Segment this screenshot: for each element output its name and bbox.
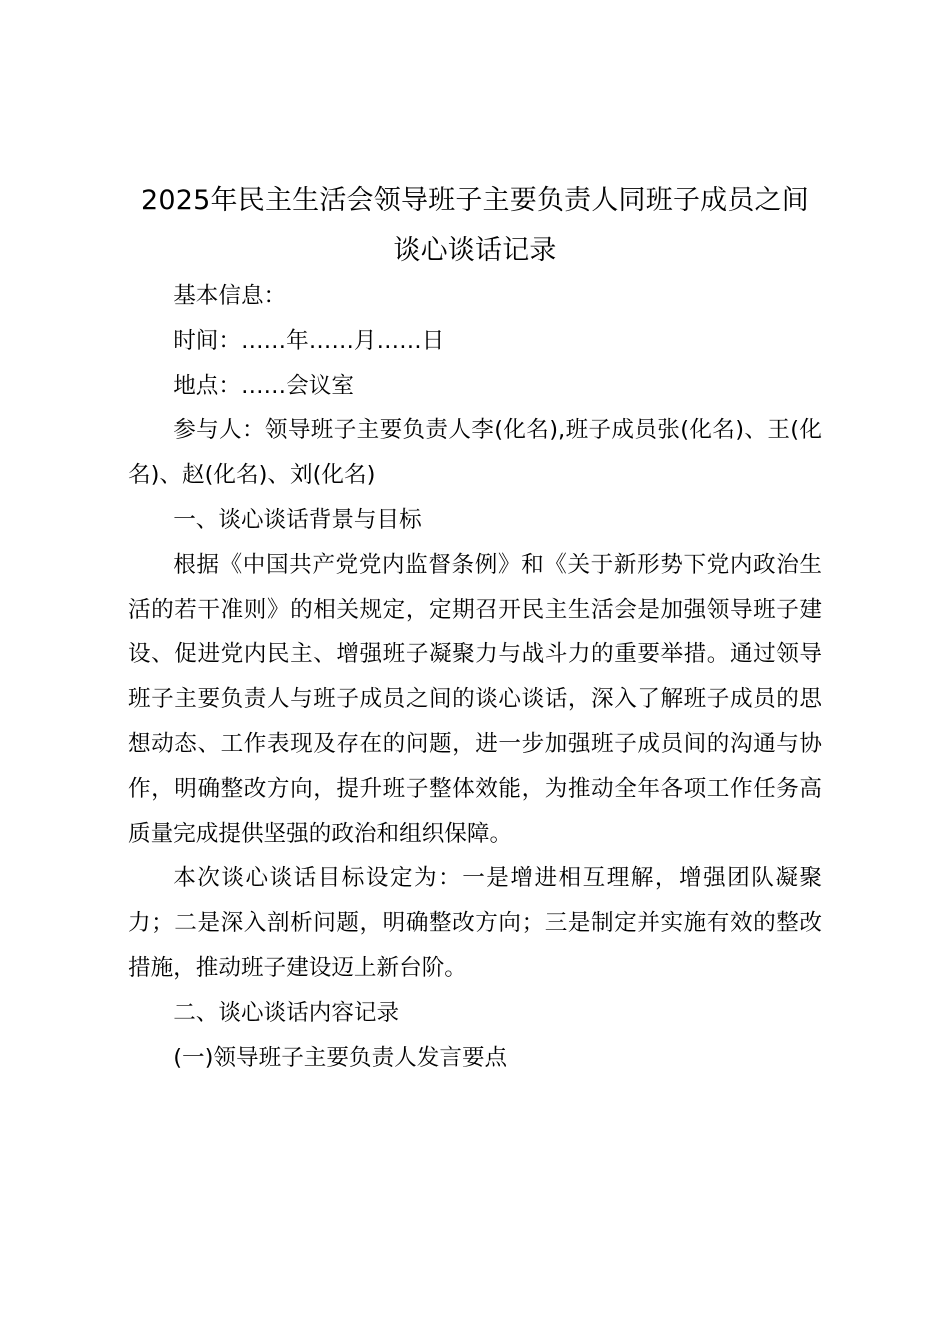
subsection-1-heading: (一)领导班子主要负责人发言要点 xyxy=(173,1044,508,1071)
background-paragraph: 根据《中国共产党党内监督条例》和《关于新形势下党内政治生活的若干准则》的相关规定，定期召开民主生活会是加强领导班子建设、促进党内民主、增强班子凝聚力与战斗力的重要举措。通过领导班子主要负责人与班子成员之间的谈心谈话，深入了解班子成员的思想动态、工作表现及存在的问题，进一步加强班子成员间的沟通与协作，明确整改方向，提升班子整体效能，为推动全年各项工作任务高质量完成提供坚强的政治和组织保障。 xyxy=(128,551,822,847)
meeting-place: 地点：……会议室 xyxy=(173,372,354,399)
meeting-time: 时间：……年……月……日 xyxy=(173,327,445,354)
basic-info-heading: 基本信息： xyxy=(173,283,287,309)
document-body xyxy=(128,274,822,1080)
document-title: 2025年民主生活会领导班子主要负责人同班子成员之间谈心谈话记录 xyxy=(141,185,809,266)
section-1-heading: 一、谈心谈话背景与目标 xyxy=(173,506,422,533)
participants: 参与人：领导班子主要负责人李(化名),班子成员张(化名)、王(化名)、赵(化名)、刘(化名) xyxy=(128,417,822,489)
goals-paragraph: 本次谈心谈话目标设定为：一是增进相互理解，增强团队凝聚力；二是深入剖析问题，明确整改方向；三是制定并实施有效的整改措施，推动班子建设迈上新台阶。 xyxy=(128,865,822,981)
section-2-heading: 二、谈心谈话内容记录 xyxy=(173,999,400,1026)
